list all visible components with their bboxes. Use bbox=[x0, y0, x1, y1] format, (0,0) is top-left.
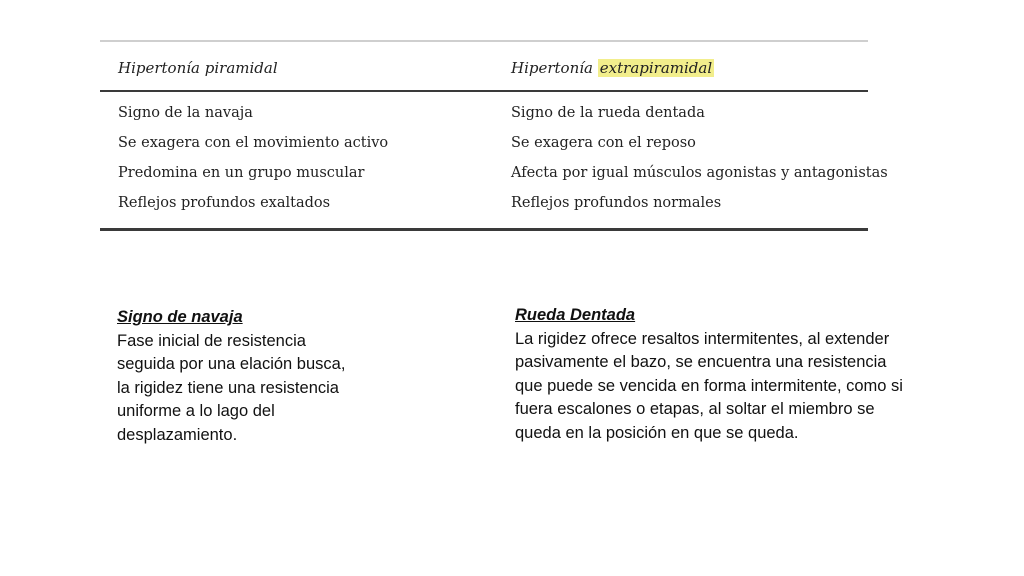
table-header-rule bbox=[100, 90, 868, 92]
pyramidal-item: Signo de la navaja bbox=[118, 105, 253, 121]
note-signo-navaja-body: Fase inicial de resistencia seguida por una elación busca, la rigidez tiene una resistencia uniforme a lo lago del desplazamiento. bbox=[117, 331, 346, 444]
note-rueda-dentada-title: Rueda Dentada bbox=[515, 306, 636, 324]
header-extrapyramidal-prefix: Hipertonía bbox=[511, 59, 593, 77]
extrapyramidal-list bbox=[511, 103, 888, 223]
note-rueda-dentada bbox=[515, 304, 915, 445]
extrapyramidal-item: Afecta por igual músculos agonistas y antagonistas bbox=[511, 165, 888, 181]
note-signo-navaja-title: Signo de navaja bbox=[117, 308, 243, 326]
pyramidal-item: Reflejos profundos exaltados bbox=[118, 195, 331, 211]
extrapyramidal-item: Se exagera con el reposo bbox=[511, 135, 696, 151]
pyramidal-list bbox=[118, 103, 388, 223]
table-top-rule bbox=[100, 40, 868, 42]
header-extrapyramidal bbox=[511, 59, 714, 77]
extrapyramidal-item: Reflejos profundos normales bbox=[511, 195, 722, 211]
header-pyramidal: Hipertonía piramidal bbox=[118, 59, 278, 77]
pyramidal-item: Se exagera con el movimiento activo bbox=[118, 135, 389, 151]
comparison-table bbox=[100, 40, 888, 234]
pyramidal-item: Predomina en un grupo muscular bbox=[118, 165, 365, 181]
header-extrapyramidal-highlight: extrapiramidal bbox=[599, 59, 713, 77]
table-bottom-rule bbox=[100, 228, 868, 231]
note-rueda-dentada-body: La rigidez ofrece resaltos intermitentes, al extender pasivamente el bazo, se encuentra una resistencia que puede se vencida en forma intermitente, como si fuera escalones o etapas, al soltar el miembro se queda en la posición en que se queda. bbox=[515, 329, 903, 442]
extrapyramidal-item: Signo de la rueda dentada bbox=[511, 105, 705, 121]
note-signo-navaja bbox=[117, 306, 347, 447]
